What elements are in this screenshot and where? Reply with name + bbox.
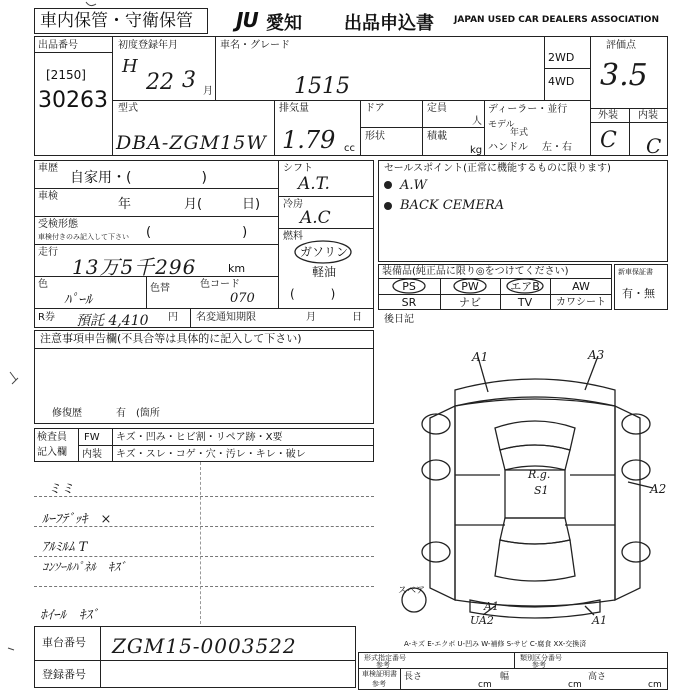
displacement-value: 1.79 [282, 126, 336, 154]
receipt-value: ( ) [146, 225, 248, 240]
selling-point-1: A.W [400, 178, 427, 193]
footer-height: 高さ [588, 672, 607, 682]
color-change-label: 色替 [150, 283, 170, 294]
receipt-note: 車検付きのみ記入して下さい [38, 233, 129, 241]
diagram-center-note-1: R.g. [528, 468, 551, 481]
selling-points-label: セールスポイント(正常に機能するものに限ります) [384, 163, 611, 174]
model-label: 型式 [118, 103, 138, 114]
inspector-int-label: 内装 [82, 449, 102, 460]
inspector-fw-label: FW [84, 432, 100, 443]
shift-value: A.T. [298, 174, 330, 194]
equipment-navi: ナビ [459, 296, 481, 309]
footer-width: 幅 [500, 672, 510, 682]
receipt-label: 受検形態 [38, 219, 78, 230]
rear-label: 後日記 [384, 314, 414, 325]
registration-month: 3 [182, 68, 196, 93]
mileage-unit: km [228, 262, 246, 275]
name-change-day: 日 [352, 312, 362, 323]
footer-type-spec: 形式指定番号 [364, 654, 406, 662]
insurance-label: 新車保証書 [618, 268, 653, 276]
english-title: JAPAN USED CAR DEALERS ASSOCIATION [454, 15, 659, 25]
equipment-sr: SR [401, 296, 417, 309]
equipment-aw: AW [572, 280, 590, 293]
damage-legend: A-キズ E-エクボ U-凹み W-補修 S-サビ C-腐食 XX-交換済 [404, 640, 587, 648]
diagram-mark-1: A1 [472, 350, 489, 364]
diagram-mark-2: A3 [588, 348, 605, 362]
rating-exterior-label: 外装 [598, 110, 618, 121]
equipment-label: 装備品(純正品に限り◎をつけてください) [382, 266, 569, 277]
fuel-diesel: 軽油 [312, 265, 337, 279]
dealer-label: ディーラー・並行 [488, 104, 568, 115]
footer-cm-1: cm [478, 680, 492, 690]
name-change-label: 名変通知期限 [196, 312, 256, 323]
color-label: 色 [38, 279, 48, 290]
footer-cm-2: cm [568, 680, 582, 690]
stray-pen-marks [0, 0, 1, 1]
footer-ref-1: 参考 [376, 661, 390, 669]
model-value: DBA-ZGM15W [116, 132, 267, 154]
drive-2wd: 2WD [548, 51, 575, 64]
ac-value: A.C [300, 208, 331, 228]
inspection-year: 年 [118, 197, 132, 212]
shift-label: シフト [283, 163, 313, 174]
rating-label: 評価点 [606, 40, 636, 51]
color-value: ﾊﾟｰﾙ [64, 292, 92, 308]
color-code-label: 色コード [200, 279, 240, 290]
inspector-note-4: ｺﾝｿｰﾙﾊﾟﾈﾙ ｷｽﾞ [42, 560, 127, 574]
equipment-airbag: エアB [510, 280, 540, 293]
history-label: 車歴 [38, 163, 58, 174]
org-name: 愛知 [266, 13, 302, 34]
storage-title: 車内保管・守衛保管 [40, 11, 193, 31]
inspector-note-1: ミミ [48, 482, 75, 497]
lot-sub-number: [2150] [46, 68, 86, 82]
lot-number: 30263 [38, 88, 108, 113]
rating-exterior: C [600, 128, 617, 153]
repair-value: 有 (箇所 [116, 408, 160, 419]
handle-options: 左・右 [542, 142, 572, 153]
lot-label: 出品番号 [38, 40, 78, 51]
car-name-value: 1515 [294, 74, 350, 99]
fuel-other: ( ) [290, 287, 336, 301]
footer-ref-3: 参考 [372, 680, 386, 688]
form-title: 出品申込書 [344, 13, 434, 34]
car-name-label: 車名・グレード [220, 40, 290, 51]
mileage-label: 走行 [38, 247, 58, 258]
displacement-label: 排気量 [279, 103, 309, 114]
footer-length: 長さ [404, 672, 423, 682]
equipment-ps: PS [402, 280, 416, 293]
capacity-label: 定員 [427, 103, 447, 114]
inspector-note-5: ﾎｲｰﾙ ｷｽﾞ [40, 608, 99, 623]
spare-label: スペア [398, 586, 426, 596]
shape-label: 形状 [365, 131, 385, 142]
ju-logo: JU [236, 8, 258, 32]
inspector-note-3: ｱﾙﾐﾙﾑ T [42, 540, 88, 555]
diagram-mark-3: A2 [650, 482, 667, 496]
diagram-mark-6: A1 [592, 614, 607, 627]
footer-cert: 車検証明書 [362, 670, 397, 678]
inspector-note-2: ﾙｰﾌﾃﾞｯｷ × [42, 512, 112, 527]
equipment-leather-seat: カワシート [556, 297, 606, 308]
displacement-unit: cc [344, 143, 355, 154]
recycle-label: R券 [38, 312, 55, 323]
model-year-label-1: モデル [488, 120, 515, 130]
equipment-tv: TV [517, 296, 533, 309]
load-unit: kg [470, 145, 483, 156]
rating-interior: C [646, 134, 662, 158]
inspector-label-2: 記入欄 [37, 447, 67, 458]
load-label: 積載 [427, 131, 447, 142]
diagram-mark-4: A1 [484, 600, 499, 613]
registration-label: 初度登録年月 [118, 40, 178, 51]
fuel-label: 燃料 [283, 231, 303, 242]
selling-point-2: BACK CEMERA [400, 198, 505, 213]
door-label: ドア [365, 103, 385, 114]
recycle-value: 預託 4,410 [76, 313, 149, 329]
handle-label: ハンドル [488, 142, 528, 153]
mileage-value: 13万5千296 [72, 255, 197, 279]
chassis-label: 車台番号 [42, 636, 86, 649]
color-code: 070 [230, 291, 255, 306]
registration-year: 22 [146, 70, 174, 95]
footer-ref-2: 参考 [532, 661, 546, 669]
model-year-label-2: 年式 [510, 128, 529, 138]
recycle-unit: 円 [168, 312, 178, 323]
rating-interior-label: 内装 [638, 110, 658, 121]
inspector-fw-text: キズ・凹み・ヒビ割・リペア跡・X要 [116, 432, 283, 443]
inspection-day: 日) [242, 197, 261, 212]
inspector-int-text: キズ・スレ・コゲ・穴・汚レ・キレ・破レ [116, 449, 306, 460]
registration-era: H [122, 56, 138, 77]
inspection-label: 車検 [38, 191, 58, 202]
history-value: 自家用・( ) [70, 170, 207, 186]
inspection-month: 月( [184, 197, 203, 212]
repair-label: 修復歴 [52, 408, 82, 419]
ac-label: 冷房 [283, 199, 303, 210]
fuel-gasoline: ガソリン [300, 245, 349, 259]
registration-month-unit: 月 [203, 86, 213, 97]
name-change-month: 月 [306, 312, 316, 323]
drive-4wd: 4WD [548, 75, 575, 88]
reg-number-label: 登録番号 [42, 668, 86, 681]
diagram-mark-5: UA2 [470, 614, 494, 627]
notes-label: 注意事項申告欄(不具合等は具体的に記入して下さい) [40, 332, 302, 345]
selling-point-bullet-1 [384, 181, 392, 189]
capacity-unit: 人 [472, 116, 482, 127]
inspector-label-1: 検査員 [37, 432, 67, 443]
selling-point-bullet-2 [384, 202, 392, 210]
footer-class-spec: 類別区分番号 [520, 654, 562, 662]
chassis-value: ZGM15-0003522 [112, 634, 297, 658]
diagram-center-note-2: S1 [534, 484, 549, 497]
insurance-value: 有・無 [622, 287, 655, 300]
equipment-pw: PW [461, 280, 479, 293]
footer-cm-3: cm [648, 680, 662, 690]
rating-value: 3.5 [600, 58, 648, 93]
